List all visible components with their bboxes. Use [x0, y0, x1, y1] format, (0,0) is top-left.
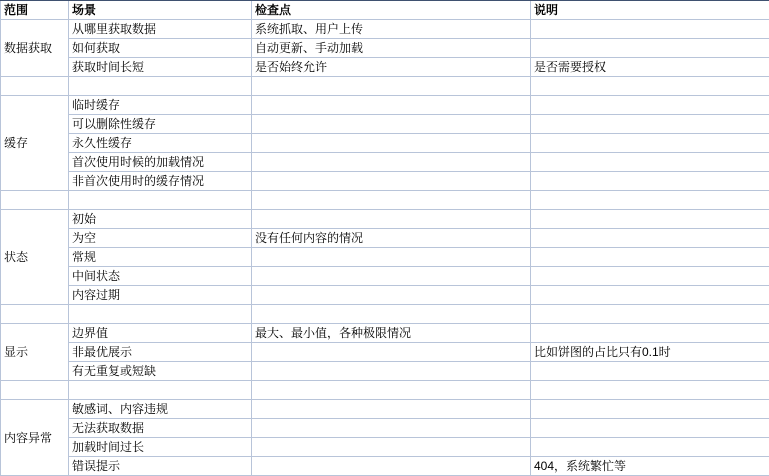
- scenario-cell: 从哪里获取数据: [69, 20, 252, 39]
- group-spacer-row: [1, 77, 769, 96]
- table-row: [1, 58, 769, 77]
- scope-cell: 内容异常: [1, 400, 69, 476]
- scenario-cell: 为空: [69, 229, 252, 248]
- checkpoint-cell: 没有任何内容的情况: [252, 229, 531, 248]
- spacer-cell: [69, 77, 252, 96]
- note-cell: [531, 210, 769, 229]
- checkpoint-cell: 自动更新、手动加载: [252, 39, 531, 58]
- spacer-cell: [69, 381, 252, 400]
- note-cell: [531, 438, 769, 457]
- note-cell: [531, 172, 769, 191]
- column-header-checkpoint: 检查点: [252, 1, 531, 20]
- note-cell: [531, 400, 769, 419]
- table-row: [1, 172, 769, 191]
- table-header-row: [1, 1, 769, 20]
- table-row: [1, 438, 769, 457]
- spacer-cell: [252, 305, 531, 324]
- spacer-cell: [252, 381, 531, 400]
- table-row: [1, 115, 769, 134]
- checkpoint-cell: [252, 172, 531, 191]
- table-row: [1, 400, 769, 419]
- group-spacer-row: [1, 381, 769, 400]
- table-row: [1, 343, 769, 362]
- sheet-top-border: [0, 0, 769, 1]
- column-header-scope: 范围: [1, 1, 69, 20]
- scenario-cell: 敏感词、内容违规: [69, 400, 252, 419]
- spacer-cell: [1, 305, 69, 324]
- scenario-cell: 非首次使用时的缓存情况: [69, 172, 252, 191]
- spacer-cell: [69, 191, 252, 210]
- group-spacer-row: [1, 305, 769, 324]
- table-row: [1, 210, 769, 229]
- note-cell: 404，系统繁忙等: [531, 457, 769, 476]
- checkpoint-cell: [252, 457, 531, 476]
- scenario-cell: 如何获取: [69, 39, 252, 58]
- checkpoint-cell: [252, 400, 531, 419]
- scenario-cell: 常规: [69, 248, 252, 267]
- note-cell: [531, 267, 769, 286]
- note-cell: [531, 248, 769, 267]
- table-row: [1, 362, 769, 381]
- table-row: [1, 267, 769, 286]
- note-cell: [531, 96, 769, 115]
- scenario-cell: 首次使用时候的加载情况: [69, 153, 252, 172]
- scope-cell: 数据获取: [1, 20, 69, 77]
- scenario-cell: 加载时间过长: [69, 438, 252, 457]
- spacer-cell: [1, 191, 69, 210]
- spacer-cell: [531, 191, 769, 210]
- note-cell: [531, 39, 769, 58]
- checkpoint-cell: [252, 286, 531, 305]
- table-row: [1, 153, 769, 172]
- table-row: [1, 134, 769, 153]
- note-cell: [531, 134, 769, 153]
- table-row: [1, 248, 769, 267]
- checkpoint-cell: [252, 267, 531, 286]
- note-cell: [531, 20, 769, 39]
- note-cell: [531, 324, 769, 343]
- table-row: [1, 229, 769, 248]
- note-cell: [531, 419, 769, 438]
- table-body: [1, 1, 769, 476]
- spacer-cell: [69, 305, 252, 324]
- checkpoint-cell: 最大、最小值，各种极限情况: [252, 324, 531, 343]
- checkpoint-cell: [252, 248, 531, 267]
- scenario-cell: 获取时间长短: [69, 58, 252, 77]
- table-row: [1, 419, 769, 438]
- scenario-cell: 初始: [69, 210, 252, 229]
- checkpoint-cell: [252, 153, 531, 172]
- checkpoint-cell: [252, 362, 531, 381]
- spacer-cell: [1, 381, 69, 400]
- checkpoint-cell: [252, 343, 531, 362]
- scenario-cell: 有无重复或短缺: [69, 362, 252, 381]
- column-header-note: 说明: [531, 1, 769, 20]
- scenario-cell: 错误提示: [69, 457, 252, 476]
- table-row: [1, 457, 769, 476]
- group-spacer-row: [1, 191, 769, 210]
- scenario-cell: 边界值: [69, 324, 252, 343]
- scope-cell: 显示: [1, 324, 69, 381]
- scenario-cell: 中间状态: [69, 267, 252, 286]
- note-cell: [531, 362, 769, 381]
- spacer-cell: [531, 305, 769, 324]
- checkpoint-cell: 是否始终允许: [252, 58, 531, 77]
- note-cell: [531, 153, 769, 172]
- spacer-cell: [1, 77, 69, 96]
- checkpoint-cell: [252, 210, 531, 229]
- note-cell: [531, 286, 769, 305]
- table-row: [1, 20, 769, 39]
- scenario-cell: 无法获取数据: [69, 419, 252, 438]
- note-cell: 比如饼图的占比只有0.1时: [531, 343, 769, 362]
- checkpoint-cell: [252, 419, 531, 438]
- scenario-cell: 内容过期: [69, 286, 252, 305]
- note-cell: [531, 115, 769, 134]
- checkpoint-cell: [252, 438, 531, 457]
- spacer-cell: [252, 77, 531, 96]
- spacer-cell: [531, 77, 769, 96]
- note-cell: 是否需要授权: [531, 58, 769, 77]
- spacer-cell: [531, 381, 769, 400]
- scenario-cell: 永久性缓存: [69, 134, 252, 153]
- scope-cell: 缓存: [1, 96, 69, 191]
- table-row: [1, 286, 769, 305]
- scenario-cell: 可以删除性缓存: [69, 115, 252, 134]
- table-row: [1, 324, 769, 343]
- column-header-scenario: 场景: [69, 1, 252, 20]
- note-cell: [531, 229, 769, 248]
- scenario-cell: 临时缓存: [69, 96, 252, 115]
- scope-cell: 状态: [1, 210, 69, 305]
- spacer-cell: [252, 191, 531, 210]
- table-row: [1, 96, 769, 115]
- checkpoint-cell: [252, 96, 531, 115]
- checkpoint-cell: [252, 134, 531, 153]
- checkpoint-cell: [252, 115, 531, 134]
- checkpoint-cell: 系统抓取、用户上传: [252, 20, 531, 39]
- scenario-cell: 非最优展示: [69, 343, 252, 362]
- table-row: [1, 39, 769, 58]
